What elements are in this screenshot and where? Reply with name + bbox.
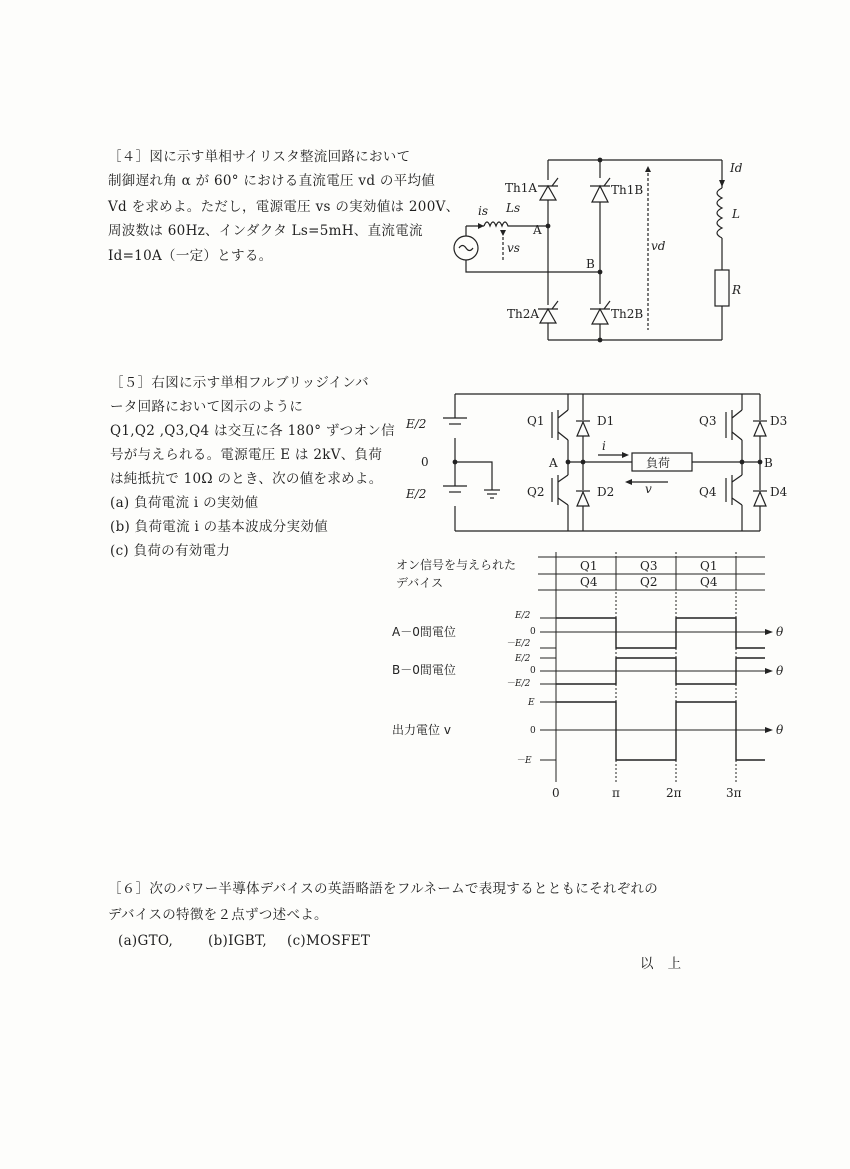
signal-row2-cell: Q2 bbox=[640, 575, 658, 589]
q5-line: Q1,Q2 ,Q3,Q4 は交互に各 180° ずつオン信 bbox=[110, 423, 395, 439]
label-d2: D2 bbox=[597, 485, 615, 499]
label-node-b: B bbox=[764, 456, 773, 470]
label-r: R bbox=[732, 283, 742, 297]
tick-zero: 0 bbox=[530, 627, 536, 637]
q4-line: Id=10A（一定）とする。 bbox=[108, 248, 273, 264]
label-q1: Q1 bbox=[527, 414, 545, 428]
tick-e-half: E/2 bbox=[515, 611, 531, 621]
label-q3: Q3 bbox=[699, 414, 717, 428]
q5-line: は純抵抗で 10Ω のとき、次の値を求めよ。 bbox=[110, 471, 383, 487]
x-tick: 2π bbox=[666, 786, 682, 800]
label-th1a: Th1A bbox=[505, 181, 538, 195]
q4-line: Vd を求めよ。ただし，電源電圧 vs の実効値は 200V、 bbox=[108, 199, 460, 215]
q4-line: 制御遅れ角 α が 60° における直流電圧 vd の平均値 bbox=[108, 173, 436, 189]
tick-zero: 0 bbox=[530, 666, 536, 676]
label-zero: 0 bbox=[421, 455, 429, 469]
tick-e: E bbox=[528, 698, 535, 708]
label-b0-potential: B－0間電位 bbox=[392, 663, 456, 677]
q6-item-igbt: (b)IGBT, bbox=[208, 933, 267, 949]
label-node-a: A bbox=[533, 223, 542, 237]
q5-item: (b) 負荷電流 i の基本波成分実効値 bbox=[110, 519, 328, 535]
label-th2a: Th2A bbox=[507, 307, 540, 321]
q5-line: 号が与えられる。電源電圧 E は 2kV、負荷 bbox=[110, 447, 383, 463]
label-theta: θ bbox=[776, 723, 784, 737]
label-theta: θ bbox=[776, 664, 784, 678]
label-q2: Q2 bbox=[527, 485, 545, 499]
label-theta: θ bbox=[776, 625, 784, 639]
label-output-potential: 出力電位 v bbox=[392, 723, 451, 737]
label-q4: Q4 bbox=[699, 485, 717, 499]
label-node-a: A bbox=[549, 456, 558, 470]
label-voltage-v: v bbox=[645, 482, 652, 496]
label-id: Id bbox=[730, 161, 743, 175]
label-node-b: B bbox=[586, 257, 595, 271]
q5-item: (a) 負荷電流 i の実効値 bbox=[110, 495, 259, 511]
label-vd: vd bbox=[651, 239, 666, 253]
label-ls: Ls bbox=[506, 201, 521, 215]
q6-line: ［６］次のパワー半導体デバイスの英語略語をフルネームで表現するとともにそれぞれの bbox=[108, 881, 659, 897]
tick-zero: 0 bbox=[530, 726, 536, 736]
signal-row1-cell: Q1 bbox=[700, 559, 718, 573]
label-l: L bbox=[732, 207, 740, 221]
label-th2b: Th2B bbox=[611, 307, 644, 321]
label-d3: D3 bbox=[770, 414, 788, 428]
q5-item: (c) 負荷の有効電力 bbox=[110, 543, 231, 559]
q4-line: ［４］図に示す単相サイリスタ整流回路において bbox=[108, 149, 411, 165]
signal-row2-cell: Q4 bbox=[580, 575, 598, 589]
x-tick: 0 bbox=[552, 786, 560, 800]
label-signal-2: デバイス bbox=[396, 576, 444, 590]
q6-line: デバイスの特徴を２点ずつ述べよ。 bbox=[108, 907, 328, 923]
label-signal-1: オン信号を与えられた bbox=[396, 558, 517, 572]
signal-row2-cell: Q4 bbox=[700, 575, 718, 589]
q4-line: 周波数は 60Hz、インダクタ Ls=5mH、直流電流 bbox=[108, 223, 423, 239]
tick-e-half: E/2 bbox=[515, 654, 531, 664]
label-d1: D1 bbox=[597, 414, 615, 428]
end-mark: 以 上 bbox=[640, 956, 682, 972]
label-d4: D4 bbox=[770, 485, 788, 499]
label-is: is bbox=[478, 204, 488, 218]
tick-neg-e-half: －E/2 bbox=[506, 639, 531, 649]
q6-item-mosfet: (c)MOSFET bbox=[287, 933, 371, 949]
label-th1b: Th1B bbox=[611, 183, 644, 197]
label-vs: vs bbox=[507, 241, 520, 255]
label-load: 負荷 bbox=[646, 456, 671, 470]
label-e-half-bottom: E/2 bbox=[406, 487, 427, 501]
x-tick: 3π bbox=[726, 786, 742, 800]
signal-row1-cell: Q1 bbox=[580, 559, 598, 573]
tick-neg-e: －E bbox=[516, 756, 532, 766]
label-e-half-top: E/2 bbox=[406, 417, 427, 431]
label-a0-potential: A－0間電位 bbox=[392, 625, 456, 639]
q6-item-gto: (a)GTO, bbox=[118, 933, 174, 949]
label-current-i: i bbox=[602, 439, 606, 453]
q5-line: ［５］右図に示す単相フルブリッジインバ bbox=[110, 375, 369, 391]
x-tick: π bbox=[612, 786, 620, 800]
tick-neg-e-half: －E/2 bbox=[506, 679, 531, 689]
signal-row1-cell: Q3 bbox=[640, 559, 658, 573]
q5-line: ータ回路において図示のように bbox=[110, 399, 304, 415]
